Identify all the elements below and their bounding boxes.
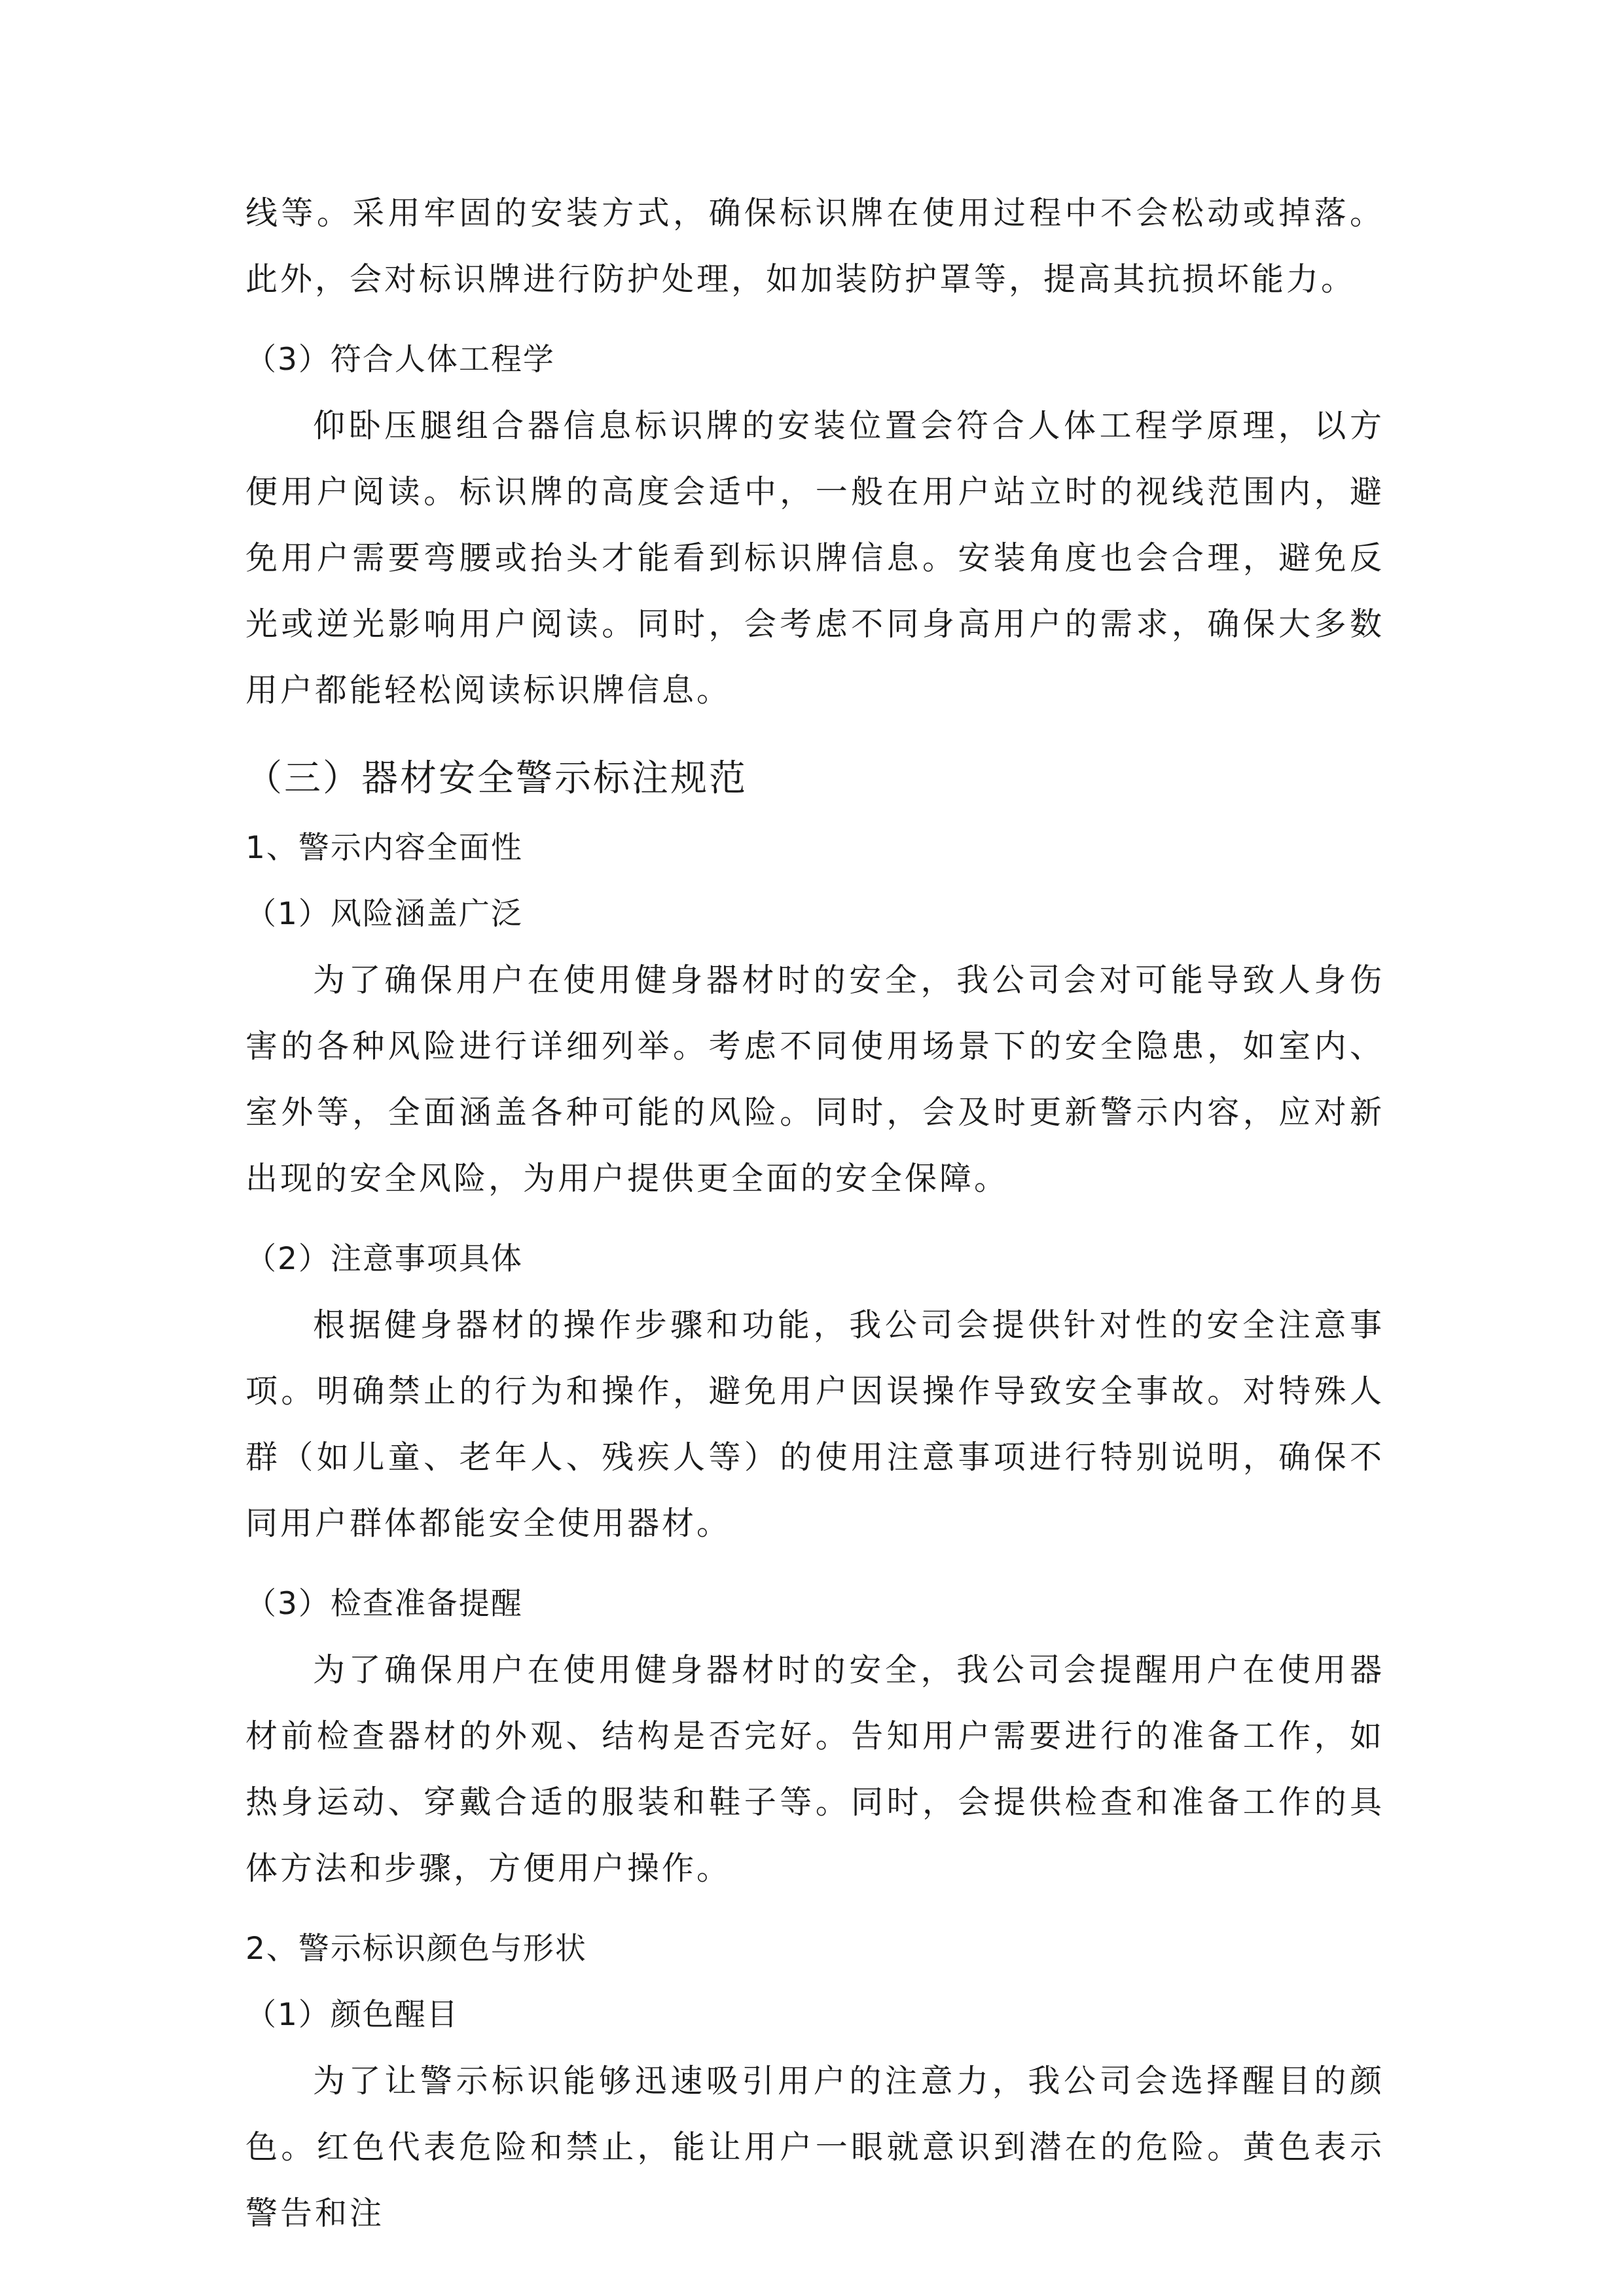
section-heading-safety-warnings: （三）器材安全警示标注规范 xyxy=(245,757,748,800)
subheading-ergonomics: （3）符合人体工程学 xyxy=(245,342,555,378)
heading-color-shape: 2、警示标识颜色与形状 xyxy=(245,1931,587,1967)
paragraph-eye-catching-color: 为了让警示标识能够迅速吸引用户的注意力，我公司会选择醒目的颜色。红色代表危险和禁止，能让用户一眼就意识到潜在的危险。黄色表示警告和注 xyxy=(245,2062,1384,2232)
subheading-risk-coverage: （1）风险涵盖广泛 xyxy=(245,896,523,932)
subheading-eye-catching-color: （1）颜色醒目 xyxy=(245,1997,459,2033)
heading-warning-content: 1、警示内容全面性 xyxy=(245,830,523,866)
document-body xyxy=(245,180,1384,2246)
paragraph-installation-continued: 线等。采用牢固的安装方式，确保标识牌在使用过程中不会松动或掉落。此外，会对标识牌进行防护处理，如加装防护罩等，提高其抗损坏能力。 xyxy=(245,194,1384,298)
subheading-check-reminder: （3）检查准备提醒 xyxy=(245,1586,523,1622)
paragraph-risk-coverage: 为了确保用户在使用健身器材时的安全，我公司会对可能导致人身伤害的各种风险进行详细列举。考虑不同使用场景下的安全隐患，如室内、室外等，全面涵盖各种可能的风险。同时，会及时更新警示内容，应对新出现的安全风险，为用户提供更全面的安全保障。 xyxy=(245,961,1384,1197)
subheading-specific-notes: （2）注意事项具体 xyxy=(245,1241,523,1277)
paragraph-check-reminder: 为了确保用户在使用健身器材时的安全，我公司会提醒用户在使用器材前检查器材的外观、结构是否完好。告知用户需要进行的准备工作，如热身运动、穿戴合适的服装和鞋子等。同时，会提供检查和准备工作的具体方法和步骤，方便用户操作。 xyxy=(245,1651,1384,1887)
paragraph-ergonomics: 仰卧压腿组合器信息标识牌的安装位置会符合人体工程学原理，以方便用户阅读。标识牌的高度会适中，一般在用户站立时的视线范围内，避免用户需要弯腰或抬头才能看到标识牌信息。安装角度也会合理，避免反光或逆光影响用户阅读。同时，会考虑不同身高用户的需求，确保大多数用户都能轻松阅读标识牌信息。 xyxy=(245,407,1384,709)
paragraph-specific-notes: 根据健身器材的操作步骤和功能，我公司会提供针对性的安全注意事项。明确禁止的行为和操作，避免用户因误操作导致安全事故。对特殊人群（如儿童、老年人、残疾人等）的使用注意事项进行特别说明，确保不同用户群体都能安全使用器材。 xyxy=(245,1306,1384,1542)
